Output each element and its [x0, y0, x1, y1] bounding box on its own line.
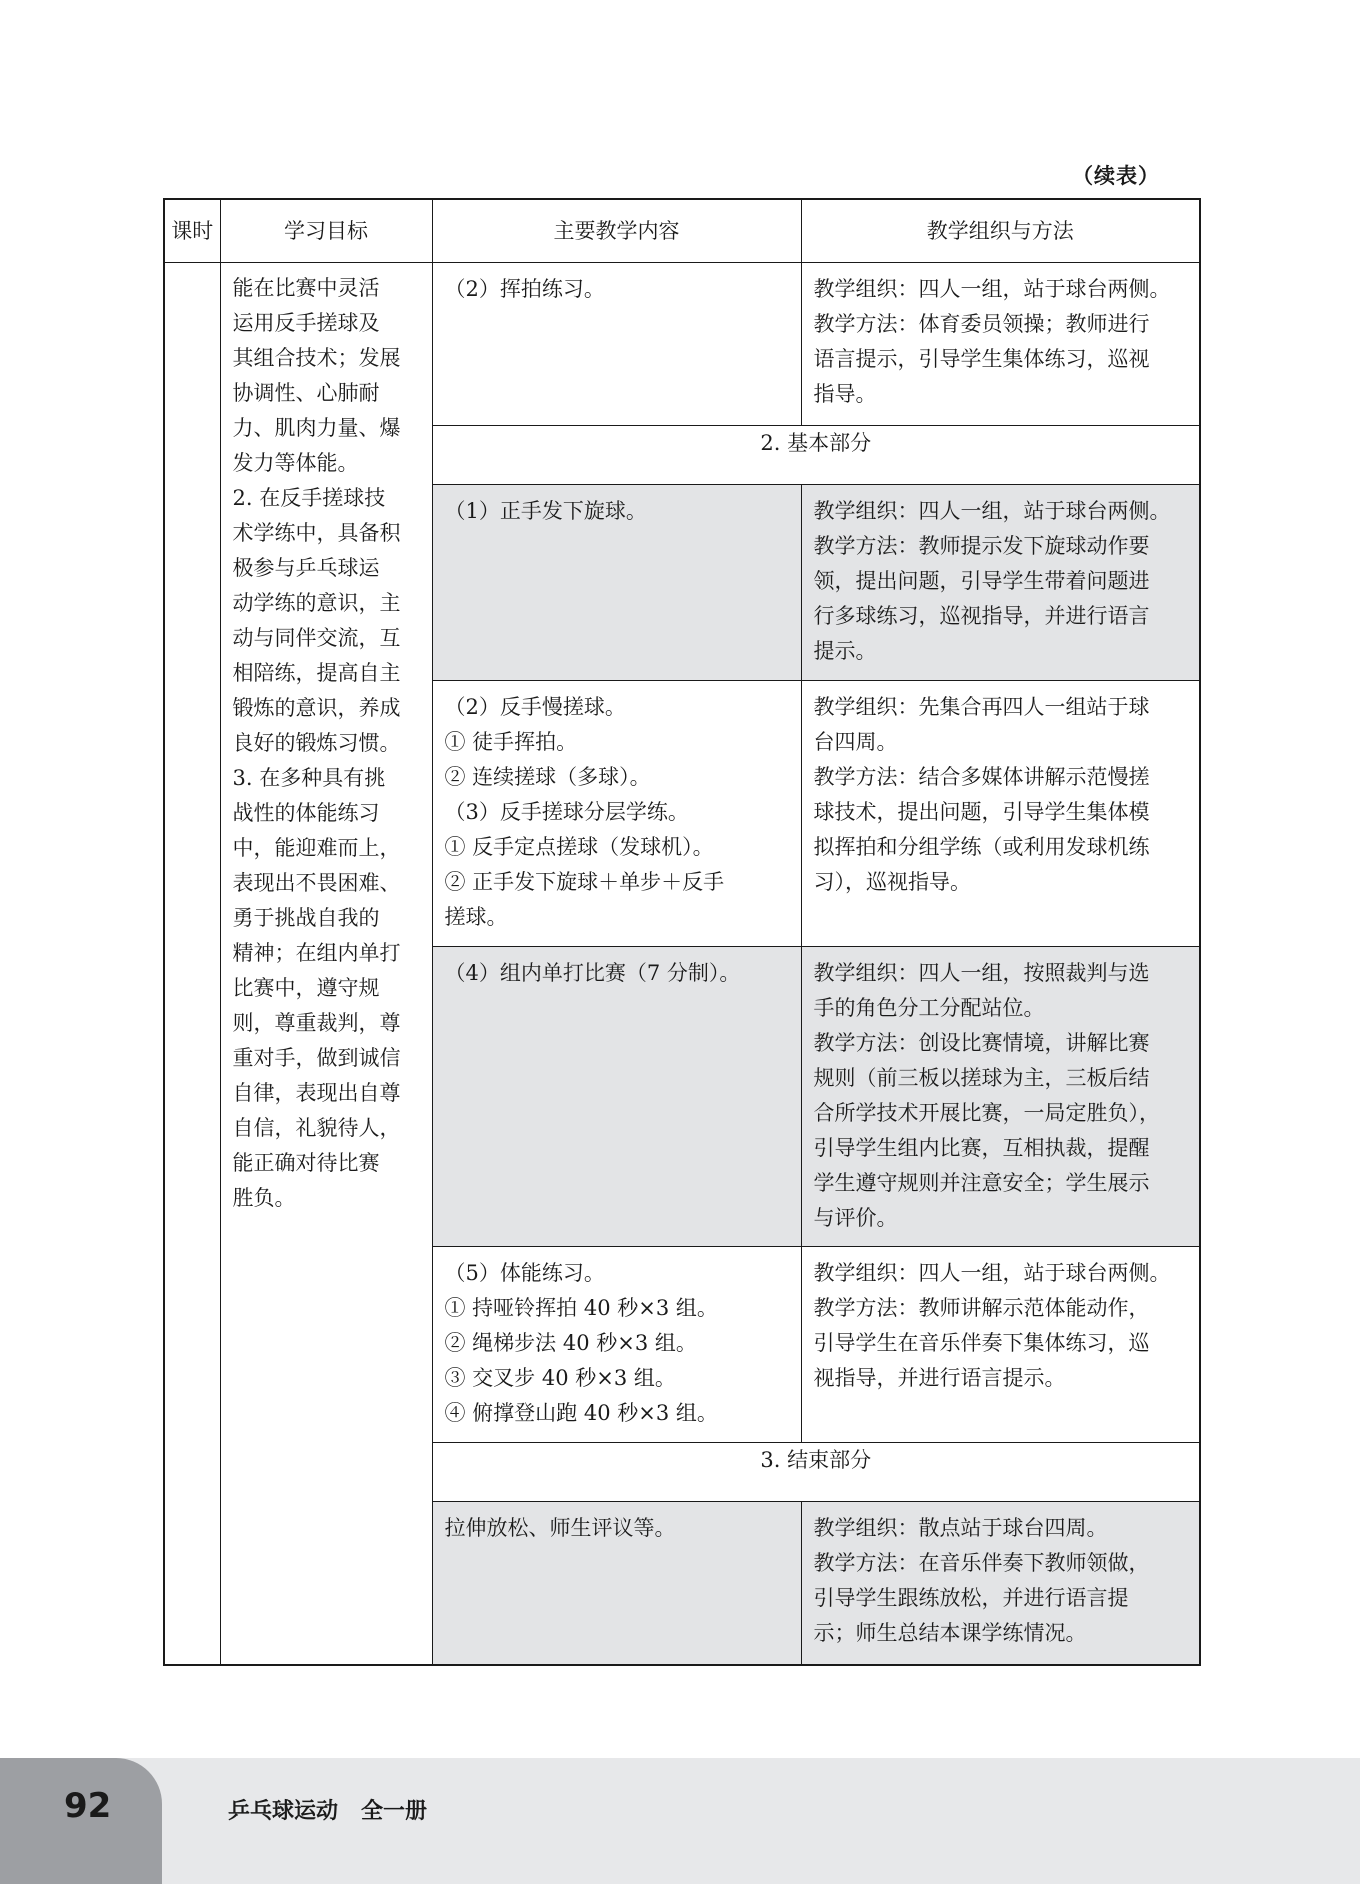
method-line: 教学组织：散点站于球台四周。	[813, 1516, 1108, 1540]
goal-line: 自律，表现出自尊	[232, 1081, 401, 1105]
method-line: 引导学生组内比赛，互相执裁，提醒	[813, 1136, 1150, 1160]
header-learning-goals: 学习目标	[220, 199, 432, 263]
goal-line: 3. 在多种具有挑	[232, 766, 386, 790]
goal-line: 协调性、心肺耐	[232, 381, 380, 405]
goal-line: 发力等体能。	[232, 451, 359, 475]
method-line: 行多球练习，巡视指导，并进行语言	[813, 604, 1150, 628]
goal-line: 能在比赛中灵活	[232, 276, 380, 300]
content-cell	[432, 947, 801, 1247]
method-line: 领，提出问题，引导学生带着问题进	[813, 569, 1150, 593]
method-line: 规则（前三板以搓球为主，三板后结	[813, 1066, 1150, 1090]
content-line: ② 正手发下旋球＋单步＋反手	[444, 870, 725, 894]
goal-line: 中，能迎难而上，	[232, 836, 401, 860]
method-cell	[801, 681, 1200, 947]
footer-band	[0, 1758, 1360, 1884]
content-line: （4）组内单打比赛（7 分制）。	[444, 961, 741, 985]
method-cell	[801, 485, 1200, 681]
content-line: （2）反手慢搓球。	[444, 695, 626, 719]
goal-line: 战性的体能练习	[232, 801, 380, 825]
content-line: 搓球。	[444, 905, 508, 929]
goal-line: 能正确对待比赛	[232, 1151, 380, 1175]
method-line: 学生遵守规则并注意安全；学生展示	[813, 1171, 1150, 1195]
content-line: （1）正手发下旋球。	[444, 499, 647, 523]
content-line: （3）反手搓球分层学练。	[444, 800, 689, 824]
content-line: ③ 交叉步 40 秒×3 组。	[444, 1366, 676, 1390]
goal-line: 勇于挑战自我的	[232, 906, 380, 930]
method-line: 教学组织：四人一组，站于球台两侧。	[813, 499, 1171, 523]
method-line: 合所学技术开展比赛，一局定胜负），	[813, 1101, 1160, 1125]
method-line: 教学方法：在音乐伴奏下教师领做，	[813, 1551, 1150, 1575]
goal-line: 锻炼的意识，养成	[232, 696, 401, 720]
method-line: 提示。	[813, 639, 877, 663]
goal-line: 动与同伴交流，互	[232, 626, 401, 650]
table-header-row	[164, 199, 1200, 263]
goal-line: 其组合技术；发展	[232, 346, 401, 370]
table-row	[164, 263, 1200, 426]
content-line: ① 徒手挥拍。	[444, 730, 578, 754]
content-line: ② 绳梯步法 40 秒×3 组。	[444, 1331, 697, 1355]
method-line: 示；师生总结本课学练情况。	[813, 1621, 1087, 1645]
header-teaching-content: 主要教学内容	[432, 199, 801, 263]
header-teaching-method: 教学组织与方法	[801, 199, 1200, 263]
lesson-plan-table	[163, 198, 1201, 1666]
method-line: 教学方法：教师提示发下旋球动作要	[813, 534, 1150, 558]
method-line: 与评价。	[813, 1206, 898, 1230]
content-line: （2）挥拍练习。	[444, 277, 605, 301]
content-cell	[432, 485, 801, 681]
content-line: ① 持哑铃挥拍 40 秒×3 组。	[444, 1296, 718, 1320]
learning-goals-cell	[220, 263, 432, 1665]
goal-line: 力、肌肉力量、爆	[232, 416, 401, 440]
content-line: ④ 俯撑登山跑 40 秒×3 组。	[444, 1401, 718, 1425]
method-cell	[801, 263, 1200, 426]
goal-line: 极参与乒乓球运	[232, 556, 380, 580]
book-volume: 全一册	[361, 1799, 428, 1824]
goal-line: 胜负。	[232, 1186, 296, 1210]
content-line: （5）体能练习。	[444, 1261, 605, 1285]
book-title	[228, 1794, 427, 1825]
continued-label: （续表）	[1072, 164, 1160, 188]
method-line: 教学方法：结合多媒体讲解示范慢搓	[813, 765, 1150, 789]
method-line: 教学方法：体育委员领操；教师进行	[813, 312, 1150, 336]
goal-line: 重对手，做到诚信	[232, 1046, 401, 1070]
method-line: 指导。	[813, 382, 877, 406]
content-line: ② 连续搓球（多球）。	[444, 765, 651, 789]
method-cell	[801, 947, 1200, 1247]
goal-line: 2. 在反手搓球技	[232, 486, 386, 510]
method-line: 教学组织：四人一组，站于球台两侧。	[813, 277, 1171, 301]
method-line: 视指导，并进行语言提示。	[813, 1366, 1066, 1390]
goal-line: 运用反手搓球及	[232, 311, 380, 335]
goal-line: 比赛中，遵守规	[232, 976, 380, 1000]
goal-line: 精神；在组内单打	[232, 941, 401, 965]
method-line: 教学方法：创设比赛情境，讲解比赛	[813, 1031, 1150, 1055]
method-line: 语言提示，引导学生集体练习，巡视	[813, 347, 1150, 371]
goal-line: 良好的锻炼习惯。	[232, 731, 401, 755]
content-line: 拉伸放松、师生评议等。	[444, 1516, 676, 1540]
method-line: 习），巡视指导。	[813, 870, 971, 894]
method-line: 球技术，提出问题，引导学生集体模	[813, 800, 1150, 824]
goal-line: 动学练的意识，主	[232, 591, 401, 615]
section-closing-part: 3. 结束部分	[432, 1443, 1200, 1502]
method-line: 台四周。	[813, 730, 898, 754]
method-line: 引导学生在音乐伴奏下集体练习，巡	[813, 1331, 1150, 1355]
method-line: 教学组织：四人一组，按照裁判与选	[813, 961, 1150, 985]
method-line: 教学方法：教师讲解示范体能动作，	[813, 1296, 1150, 1320]
header-period: 课时	[164, 199, 220, 263]
content-line: ① 反手定点搓球（发球机）。	[444, 835, 714, 859]
content-cell	[432, 263, 801, 426]
method-line: 引导学生跟练放松，并进行语言提	[813, 1586, 1129, 1610]
content-cell	[432, 1247, 801, 1443]
goal-line: 相陪练，提高自主	[232, 661, 401, 685]
page-number: 92	[64, 1786, 112, 1826]
method-line: 拟挥拍和分组学练（或利用发球机练	[813, 835, 1150, 859]
method-line: 教学组织：先集合再四人一组站于球	[813, 695, 1150, 719]
content-cell	[432, 1502, 801, 1665]
period-cell	[164, 263, 220, 1665]
method-cell	[801, 1502, 1200, 1665]
goal-line: 术学练中，具备积	[232, 521, 401, 545]
section-basic-part: 2. 基本部分	[432, 426, 1200, 485]
goal-line: 则，尊重裁判，尊	[232, 1011, 401, 1035]
method-line: 手的角色分工分配站位。	[813, 996, 1045, 1020]
book-title-text: 乒乓球运动	[228, 1799, 339, 1824]
method-cell	[801, 1247, 1200, 1443]
goal-line: 自信，礼貌待人，	[232, 1116, 401, 1140]
goal-line: 表现出不畏困难、	[232, 871, 401, 895]
method-line: 教学组织：四人一组，站于球台两侧。	[813, 1261, 1171, 1285]
content-cell	[432, 681, 801, 947]
